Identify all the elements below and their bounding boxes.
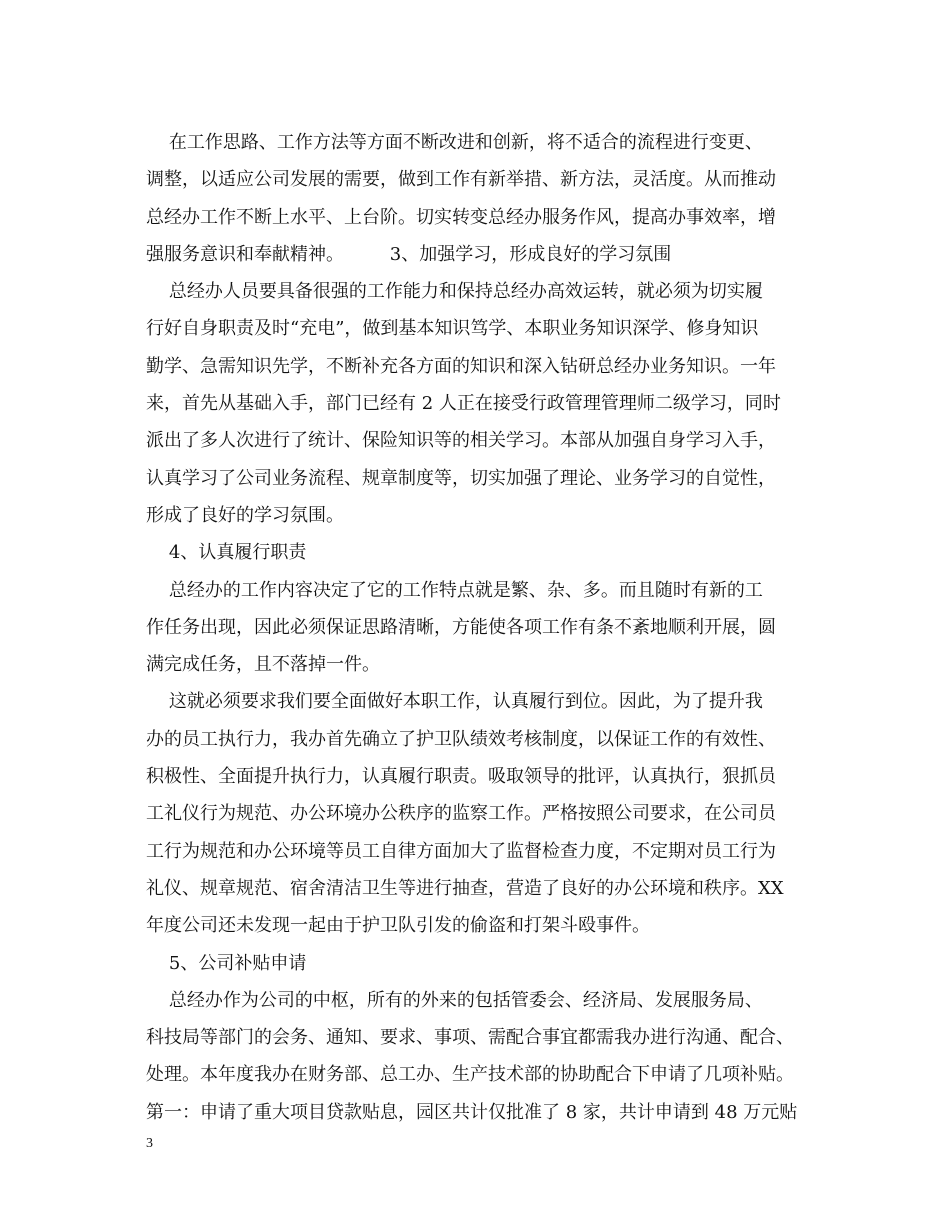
text-line: 工行为规范和办公环境等员工自律方面加大了监督检查力度，不定期对员工行为 <box>146 840 776 862</box>
text-line: 行好自身职责及时“充电”，做到基本知识笃学、本职业务知识深学、修身知识 <box>146 318 759 340</box>
text-line: 总经办工作不断上水平、上台阶。切实转变总经办服务作风，提高办事效率，增 <box>146 206 776 228</box>
body-text <box>146 124 808 1131</box>
text-line: 认真学习了公司业务流程、规章制度等，切实加强了理论、业务学习的自觉性， <box>146 467 776 489</box>
text-line: 勤学、急需知识先学，不断补充各方面的知识和深入钻研总经办业务知识。一年 <box>146 355 776 377</box>
text-line: 派出了多人次进行了统计、保险知识等的相关学习。本部从加强自身学习入手， <box>146 430 776 452</box>
section-heading: 5、公司补贴申请 <box>146 952 307 974</box>
text-line: 在工作思路、工作方法等方面不断改进和创新，将不适合的流程进行变更、 <box>146 132 763 153</box>
text-line: 总经办作为公司的中枢，所有的外来的包括管委会、经济局、发展服务局、 <box>146 989 763 1011</box>
text-line: 总经办的工作内容决定了它的工作特点就是繁、杂、多。而且随时有新的工 <box>146 579 763 601</box>
text-line: 第一：申请了重大项目贷款贴息，园区共计仅批准了 8 家，共计申请到 48 万元贴 <box>146 1101 798 1123</box>
text-line: 调整，以适应公司发展的需要，做到工作有新举措、新方法，灵活度。从而推动 <box>146 169 776 191</box>
text-line: 科技局等部门的会务、通知、要求、事项、需配合事宜都需我办进行沟通、配合、 <box>146 1027 794 1049</box>
text-line: 强服务意识和奉献精神。 3、加强学习，形成良好的学习氛围 <box>146 243 672 265</box>
text-line: 总经办人员要具备很强的工作能力和保持总经办高效运转，就必须为切实履 <box>146 281 763 303</box>
text-line: 作任务出现，因此必须保证思路清晰，方能使各项工作有条不紊地顺利开展，圆 <box>146 616 776 638</box>
section-heading: 4、认真履行职责 <box>146 542 307 564</box>
text-line: 来，首先从基础入手，部门已经有 2 人正在接受行政管理管理师二级学习，同时 <box>146 393 781 415</box>
page-number: 3 <box>146 1136 153 1151</box>
text-line: 年度公司还未发现一起由于护卫队引发的偷盗和打架斗殴事件。 <box>146 915 650 937</box>
text-line: 办的员工执行力，我办首先确立了护卫队绩效考核制度，以保证工作的有效性、 <box>146 728 776 750</box>
text-line: 形成了良好的学习氛围。 <box>146 504 344 526</box>
text-line: 礼仪、规章规范、宿舍清洁卫生等进行抽查，营造了良好的办公环境和秩序。XX <box>146 877 784 899</box>
text-line: 工礼仪行为规范、办公环境办公秩序的监察工作。严格按照公司要求，在公司员 <box>146 803 776 825</box>
text-line: 这就必须要求我们要全面做好本职工作，认真履行到位。因此，为了提升我 <box>146 691 763 713</box>
text-line: 积极性、全面提升执行力，认真履行职责。吸取领导的批评，认真执行，狠抓员 <box>146 766 776 788</box>
text-line: 满完成任务，且不落掉一件。 <box>146 654 380 676</box>
text-line: 处理。本年度我办在财务部、总工办、生产技术部的协助配合下申请了几项补贴。 <box>146 1064 794 1086</box>
